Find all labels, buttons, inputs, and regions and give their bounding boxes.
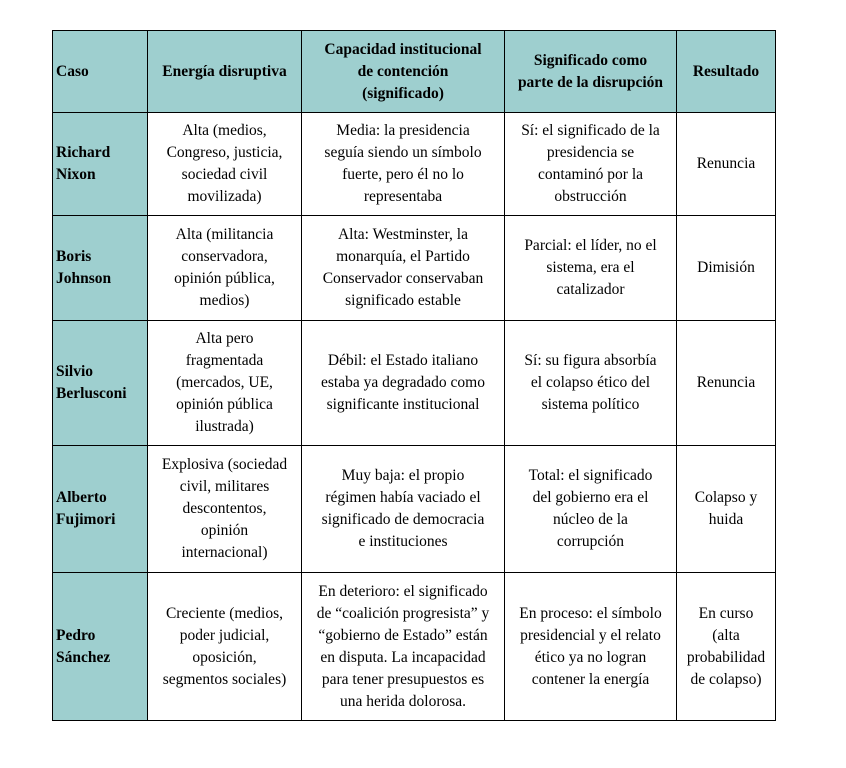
energy-cell-line: descontentos,: [182, 500, 267, 517]
header-energy: Energía disruptiva: [148, 31, 302, 113]
capacity-cell-line: Débil: el Estado italiano: [327, 352, 479, 369]
meaning-cell-line: obstrucción: [554, 188, 627, 205]
meaning-cell-line: En proceso: el símbolo: [519, 604, 662, 622]
meaning-cell-line: ético ya no logran: [534, 648, 647, 666]
capacity-cell-line: Conservador conservaban: [322, 270, 484, 287]
energy-cell-line: poder judicial,: [179, 626, 270, 644]
capacity-cell-line: en disputa. La incapacidad: [320, 648, 486, 666]
energy-cell: [148, 216, 302, 321]
case-cell: [53, 113, 148, 216]
capacity-cell-line: régimen había vaciado el: [325, 489, 481, 506]
result-cell: [677, 113, 776, 216]
capacity-cell-line: seguía siendo un símbolo: [324, 144, 482, 161]
header-row: [53, 31, 776, 113]
meaning-cell-line: Total: el significado: [528, 467, 653, 484]
table-row: [53, 113, 776, 216]
meaning-cell: [505, 446, 677, 573]
header-meaning: [505, 31, 677, 113]
result-cell: [677, 573, 776, 721]
header-case: Caso: [53, 31, 148, 113]
meaning-cell-line: el colapso ético del: [530, 374, 651, 391]
capacity-cell-line: significante institucional: [326, 396, 480, 413]
energy-cell-line: segmentos sociales): [162, 670, 287, 688]
case-cell-line: Nixon: [56, 166, 96, 183]
energy-cell: [148, 113, 302, 216]
case-cell: [53, 573, 148, 721]
table-row: [53, 573, 776, 721]
case-cell-line: Pedro: [56, 626, 96, 644]
meaning-cell-line: Parcial: el líder, no el: [524, 237, 657, 254]
case-cell-line: Fujimori: [56, 511, 116, 528]
meaning-cell-line: del gobierno era el: [532, 489, 649, 506]
meaning-cell-line: presidencia se: [546, 144, 635, 161]
energy-cell-line: sociedad civil: [181, 166, 268, 183]
meaning-cell-line: contener la energía: [531, 670, 650, 688]
energy-cell-line: Alta (militancia: [175, 226, 274, 243]
header-meaning-line: parte de la disrupción: [517, 73, 664, 91]
meaning-cell-line: Sí: su figura absorbía: [524, 352, 657, 369]
capacity-cell-line: monarquía, el Partido: [336, 248, 470, 265]
header-capacity: [302, 31, 505, 113]
result-cell-line: Colapso y: [694, 489, 758, 506]
energy-cell: [148, 446, 302, 573]
table-row: [53, 216, 776, 321]
case-cell-line: Boris: [56, 248, 92, 265]
energy-cell-line: opinión pública: [176, 396, 273, 413]
meaning-cell-line: Sí: el significado de la: [521, 122, 660, 139]
energy-cell: [148, 321, 302, 446]
case-cell-line: Berlusconi: [56, 385, 127, 402]
capacity-cell-line: Media: la presidencia: [336, 122, 470, 139]
result-cell-line: En curso: [698, 604, 754, 622]
capacity-cell-line: “gobierno de Estado” están: [318, 626, 488, 644]
case-cell-line: Alberto: [56, 489, 107, 506]
result-cell-line: (alta: [712, 626, 740, 644]
case-cell: [53, 321, 148, 446]
energy-cell-line: Creciente (medios,: [165, 604, 284, 622]
capacity-cell-line: e instituciones: [358, 533, 448, 550]
energy-cell-line: ilustrada): [195, 418, 254, 435]
meaning-cell: [505, 321, 677, 446]
header-capacity-line: (significado): [362, 84, 444, 102]
table-row: [53, 321, 776, 446]
capacity-cell: [302, 321, 505, 446]
case-cell-line: Silvio: [56, 363, 94, 380]
capacity-cell: [302, 216, 505, 321]
result-cell-line: Dimisión: [697, 259, 755, 276]
meaning-cell: [505, 113, 677, 216]
capacity-cell-line: de “coalición progresista” y: [316, 604, 490, 622]
energy-cell-line: Explosiva (sociedad: [161, 456, 288, 473]
meaning-cell: [505, 216, 677, 321]
meaning-cell-line: presidencial y el relato: [520, 626, 661, 644]
table-row: [53, 446, 776, 573]
energy-cell-line: Alta pero: [195, 330, 254, 347]
energy-cell-line: movilizada): [187, 188, 262, 205]
meaning-cell-line: catalizador: [556, 281, 625, 298]
capacity-cell-line: fuerte, pero él no lo: [342, 166, 464, 183]
energy-cell-line: conservadora,: [181, 248, 268, 265]
result-cell-line: probabilidad: [686, 648, 766, 666]
capacity-cell-line: una herida dolorosa.: [339, 692, 467, 710]
header-capacity-line: Capacidad institucional: [324, 40, 482, 58]
energy-cell-line: (mercados, UE,: [176, 374, 273, 391]
capacity-cell-line: representaba: [363, 188, 443, 205]
capacity-cell: [302, 446, 505, 573]
case-cell-line: Johnson: [56, 270, 112, 287]
energy-cell-line: opinión pública,: [174, 270, 275, 287]
meaning-cell-line: núcleo de la: [553, 511, 628, 528]
energy-cell-line: Alta (medios,: [182, 122, 267, 139]
energy-cell-line: civil, militares: [179, 478, 270, 495]
result-cell-line: huida: [708, 511, 744, 528]
result-cell-line: Renuncia: [696, 374, 756, 391]
capacity-cell-line: Muy baja: el propio: [341, 467, 465, 484]
header-result: Resultado: [677, 31, 776, 113]
capacity-cell-line: para tener presupuestos es: [321, 670, 485, 688]
capacity-cell-line: significado estable: [345, 292, 461, 309]
energy-cell-line: oposición,: [192, 648, 257, 666]
result-cell-line: de colapso): [690, 670, 762, 688]
result-cell-line: Renuncia: [696, 155, 756, 172]
energy-cell: [148, 573, 302, 721]
meaning-cell-line: contaminó por la: [537, 166, 644, 183]
energy-cell-line: fragmentada: [185, 352, 264, 369]
capacity-cell: [302, 573, 505, 721]
result-cell: [677, 321, 776, 446]
meaning-cell: [505, 573, 677, 721]
meaning-cell-line: corrupción: [556, 533, 625, 550]
capacity-cell-line: estaba ya degradado como: [321, 374, 485, 391]
energy-cell-line: opinión: [200, 522, 249, 539]
header-capacity-line: de contención: [357, 62, 449, 80]
case-cell-line: Sánchez: [56, 648, 111, 666]
case-cell: [53, 446, 148, 573]
energy-cell-line: internacional): [181, 544, 268, 561]
meaning-cell-line: sistema político: [541, 396, 640, 413]
case-cell: [53, 216, 148, 321]
header-meaning-line: Significado como: [533, 51, 648, 69]
result-cell: [677, 216, 776, 321]
meaning-cell-line: sistema, era el: [546, 259, 635, 276]
energy-cell-line: Congreso, justicia,: [166, 144, 283, 161]
capacity-cell-line: En deterioro: el significado: [318, 582, 488, 600]
capacity-cell-line: significado de democracia: [321, 511, 485, 528]
capacity-cell-line: Alta: Westminster, la: [337, 226, 468, 243]
result-cell: [677, 446, 776, 573]
cases-table: [52, 30, 776, 721]
energy-cell-line: medios): [199, 292, 250, 309]
table-body: [53, 113, 776, 721]
case-cell-line: Richard: [56, 144, 111, 161]
capacity-cell: [302, 113, 505, 216]
